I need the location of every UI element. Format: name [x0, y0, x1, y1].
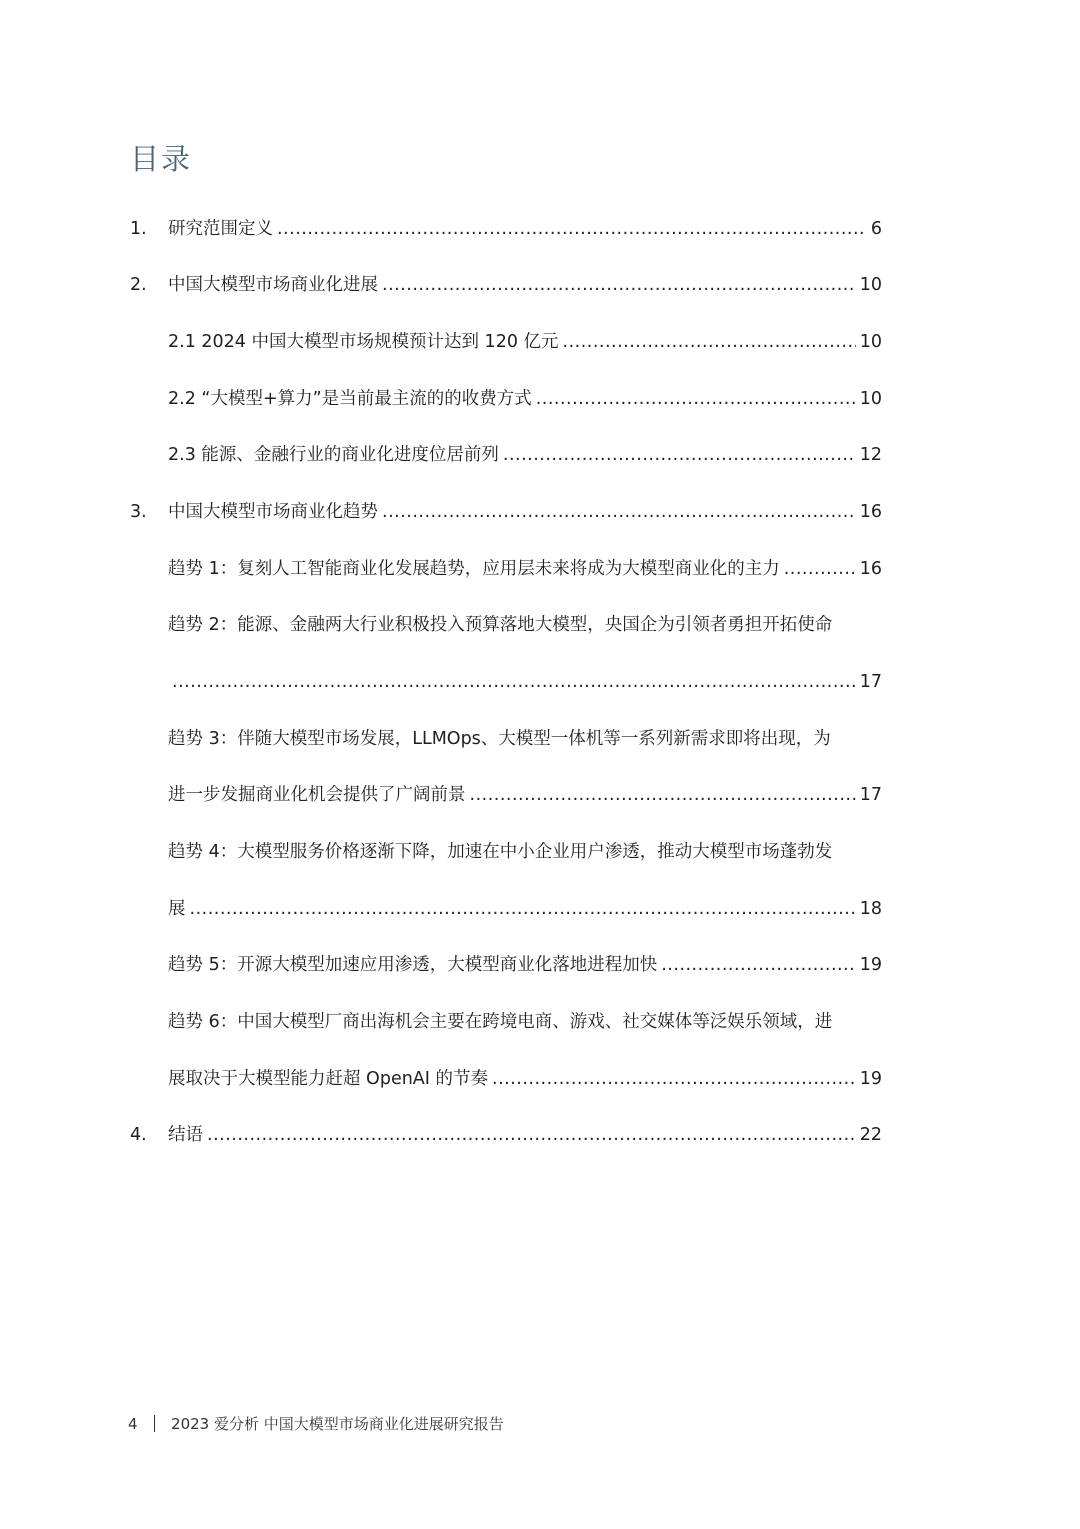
toc-entry[interactable]	[168, 386, 882, 412]
toc-entry-text: 趋势 5：开源大模型加速应用渗透，大模型商业化落地进程加快	[168, 955, 658, 975]
footer-report-title: 2023 爱分析 中国大模型市场商业化进展研究报告	[171, 1415, 504, 1433]
toc-leader	[784, 556, 856, 582]
toc-entry-page: 17	[859, 672, 882, 692]
toc-entry-text: 趋势 4：大模型服务价格逐渐下降，加速在中小企业用户渗透，推动大模型市场蓬勃发	[168, 842, 833, 862]
toc-entry-page: 12	[859, 445, 882, 465]
toc-entry-continuation[interactable]	[168, 1066, 882, 1092]
toc-entry-text: 趋势 3：伴随大模型市场发展，LLMOps、大模型一体机等一系列新需求即将出现，为	[168, 729, 831, 749]
toc-entry-text: 进一步发掘商业化机会提供了广阔前景	[168, 785, 466, 805]
toc-entry-text: 展	[168, 899, 186, 919]
toc-entry-number: 2.	[130, 275, 147, 295]
toc-leader	[492, 1066, 856, 1092]
toc-entry[interactable]	[130, 216, 882, 242]
toc-leader	[563, 329, 856, 355]
toc-entry-page: 22	[859, 1125, 882, 1145]
toc-entry-continuation[interactable]	[168, 896, 882, 922]
toc-entry[interactable]	[130, 272, 882, 298]
toc-entry-continuation[interactable]	[168, 782, 882, 808]
toc-entry-page: 18	[859, 899, 882, 919]
toc-leader	[190, 896, 856, 922]
toc-entry[interactable]	[130, 499, 882, 525]
toc-leader	[382, 499, 856, 525]
toc-entry-continuation[interactable]	[168, 669, 882, 695]
toc-entry-number: 4.	[130, 1125, 147, 1145]
toc-leader	[536, 386, 856, 412]
toc-leader	[470, 782, 856, 808]
toc-title: 目录	[130, 142, 193, 176]
toc-entry[interactable]	[168, 1009, 882, 1035]
toc-entry[interactable]	[130, 1122, 882, 1148]
toc-entry-page: 19	[859, 1069, 882, 1089]
toc-leader	[172, 669, 856, 695]
toc-entry-text: 趋势 2：能源、金融两大行业积极投入预算落地大模型，央国企为引领者勇担开拓使命	[168, 615, 833, 635]
toc-entry-page: 16	[859, 559, 882, 579]
toc-entry-number: 1.	[130, 219, 147, 239]
toc-entry[interactable]	[168, 952, 882, 978]
toc-entry[interactable]	[168, 442, 882, 468]
toc-entry-page: 6	[870, 219, 882, 239]
page-footer	[128, 1413, 504, 1434]
toc-entry-text: 展取决于大模型能力赶超 OpenAI 的节奏	[168, 1069, 488, 1089]
toc-leader	[661, 952, 856, 978]
toc-entry-text: 中国大模型市场商业化进展	[168, 275, 378, 295]
toc-entry-page: 10	[859, 332, 882, 352]
toc-entry-text: 结语	[168, 1125, 203, 1145]
toc-entry-page: 16	[859, 502, 882, 522]
toc-leader	[207, 1122, 856, 1148]
toc-entry-page: 19	[859, 955, 882, 975]
toc-entry-text: 趋势 6：中国大模型厂商出海机会主要在跨境电商、游戏、社交媒体等泛娱乐领域，进	[168, 1012, 833, 1032]
toc-entry-page: 17	[859, 785, 882, 805]
toc-entry-text: 2.1 2024 中国大模型市场规模预计达到 120 亿元	[168, 332, 559, 352]
toc-entry-text: 趋势 1：复刻人工智能商业化发展趋势，应用层未来将成为大模型商业化的主力	[168, 559, 780, 579]
toc-entry[interactable]	[168, 329, 882, 355]
toc-entry[interactable]	[168, 839, 882, 865]
toc-entry-text: 中国大模型市场商业化趋势	[168, 502, 378, 522]
toc-leader	[503, 442, 856, 468]
toc-entry-page: 10	[859, 389, 882, 409]
toc-entry-text: 2.3 能源、金融行业的商业化进度位居前列	[168, 445, 499, 465]
toc-leader	[382, 272, 856, 298]
toc-entry-number: 3.	[130, 502, 147, 522]
toc-entry[interactable]	[168, 556, 882, 582]
footer-divider	[154, 1415, 156, 1432]
toc-entry[interactable]	[168, 612, 882, 638]
toc-entry-text: 2.2 “大模型+算力”是当前最主流的的收费方式	[168, 389, 532, 409]
footer-page-number: 4	[128, 1414, 138, 1433]
toc-entry-text: 研究范围定义	[168, 219, 273, 239]
toc-entry[interactable]	[168, 726, 882, 752]
toc-leader	[277, 216, 867, 242]
toc-entry-page: 10	[859, 275, 882, 295]
